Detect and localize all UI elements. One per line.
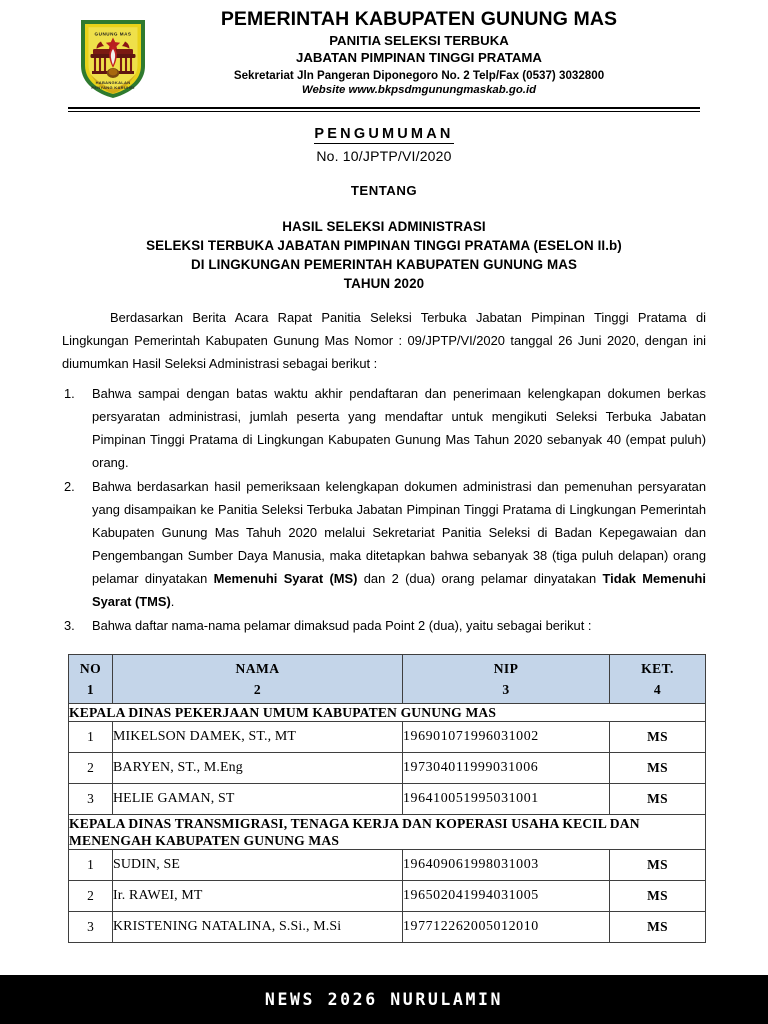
- letterhead-address: Sekretariat Jln Pangeran Diponegoro No. 2 Telp/Fax (0537) 3032800: [233, 68, 605, 82]
- item2-bold-ms: Memenuhi Syarat (MS): [213, 571, 358, 587]
- list-item-2: [62, 476, 706, 614]
- group-title-2: KEPALA DINAS TRANSMIGRASI, TENAGA KERJA DAN KOPERASI USAHA KECIL DAN MENENGAH KABUPATEN GUNUNG MAS: [69, 815, 706, 850]
- cell-ket: MS: [610, 850, 706, 881]
- col-header-no: [69, 654, 113, 703]
- cell-ket: MS: [610, 912, 706, 943]
- footer-banner: [0, 975, 768, 1024]
- cell-nip: 196410051995031001: [403, 784, 610, 815]
- table-row: [69, 912, 706, 943]
- cell-nip: 196901071996031002: [403, 722, 610, 753]
- item2-part1: Bahwa berdasarkan hasil pemeriksaan kelengkapan dokumen administrasi dan pemenuhan persyaratan yang disampaikan ke Panitia Seleksi Terbuka Jabatan Pimpinan Tinggi Pratama di Lingkungan Pemerintah Kabupaten Gunung Mas Tahuh 2020 melalui Sekretariat Panitia Seleksi di Badan Kepegawaian dan Pengembangan Sumber Daya Manusia, maka ditetapkan bahwa sebanyak 38 (tiga puluh delapan) orang pelamar dinyatakan: [92, 479, 706, 587]
- table-header: [69, 654, 706, 703]
- table-row: [69, 881, 706, 912]
- col-header-ket-number: 4: [653, 681, 662, 697]
- table-row: [69, 753, 706, 784]
- col-header-nama-number: 2: [253, 681, 262, 697]
- item2-part2: dan 2 (dua) orang pelamar dinyatakan: [357, 571, 603, 587]
- cell-no: 2: [69, 881, 113, 912]
- col-header-nama-label: NAMA: [235, 660, 280, 676]
- tentang-label: TENTANG: [350, 183, 418, 199]
- col-header-nip: [403, 654, 610, 703]
- cell-no: 3: [69, 784, 113, 815]
- subject-line-1: HASIL SELEKSI ADMINISTRASI: [282, 219, 486, 235]
- letterhead-website: Website www.bkpsdmgunungmaskab.go.id: [301, 84, 537, 97]
- table-group-header-row: [69, 815, 706, 850]
- cell-nama: Ir. RAWEI, MT: [113, 881, 403, 912]
- cell-ket: MS: [610, 722, 706, 753]
- cell-nip: 196409061998031003: [403, 850, 610, 881]
- list-marker-1: 1.: [64, 386, 75, 402]
- cell-ket: MS: [610, 784, 706, 815]
- col-header-nip-number: 3: [502, 681, 510, 697]
- page-title: PENGUMUMAN: [314, 126, 454, 143]
- cell-ket: MS: [610, 753, 706, 784]
- regency-crest-icon: [76, 16, 150, 100]
- list-text-1: Bahwa sampai dengan batas waktu akhir pendaftaran dan penerimaan kelengkapan dokumen berkas persyaratan administrasi, jumlah peserta yang mendaftar untuk mengikuti Seleksi Terbuka Jabatan Pimpinan Tinggi Pratama di Lingkungan Kabupaten Gunung Mas Tahun 2020 sebanyak 40 (empat puluh) orang.: [92, 386, 706, 471]
- list-text-3: Bahwa daftar nama-nama pelamar dimaksud pada Point 2 (dua), yaitu sebagai berikut :: [92, 618, 592, 633]
- applicants-table-wrap: [68, 654, 705, 943]
- cell-nip: 196502041994031005: [403, 881, 610, 912]
- subject-line-2: SELEKSI TERBUKA JABATAN PIMPINAN TINGGI PRATAMA (ESELON II.b): [146, 238, 622, 254]
- cell-no: 3: [69, 912, 113, 943]
- col-header-no-number: 1: [86, 681, 95, 697]
- cell-no: 1: [69, 722, 113, 753]
- cell-nama: KRISTENING NATALINA, S.Si., M.Si: [113, 912, 403, 943]
- col-header-ket: [610, 654, 706, 703]
- table-header-row: [69, 654, 706, 703]
- list-item-1: [62, 383, 706, 475]
- announcement-number: No. 10/JPTP/VI/2020: [316, 148, 452, 165]
- letterhead: [0, 8, 768, 104]
- list-marker-3: 3.: [64, 618, 75, 633]
- body-content: [62, 307, 706, 638]
- group-title-1: KEPALA DINAS PEKERJAAN UMUM KABUPATEN GUNUNG MAS: [69, 703, 706, 721]
- svg-text:GUNUNG MAS: GUNUNG MAS: [94, 31, 132, 37]
- cell-ket: MS: [610, 881, 706, 912]
- letterhead-line-1: PEMERINTAH KABUPATEN GUNUNG MAS: [220, 8, 618, 30]
- opening-paragraph: Berdasarkan Berita Acara Rapat Panitia Seleksi Terbuka Jabatan Pimpinan Tinggi Pratama di Lingkungan Pemerintah Kabupaten Gunung Mas Nomor : 09/JPTP/VI/2020 tanggal 26 Juni 2020, dengan ini diumumkan Hasil Seleksi Administrasi sebagai berikut :: [62, 310, 706, 372]
- cell-nama: SUDIN, SE: [113, 850, 403, 881]
- item2-part3: .: [170, 594, 175, 610]
- list-marker-2: 2.: [64, 479, 75, 495]
- col-header-nip-label: NIP: [493, 660, 519, 676]
- applicants-table: [68, 654, 706, 943]
- svg-text:HABANGKALAN: HABANGKALAN: [95, 80, 131, 85]
- numbered-list: [62, 383, 706, 638]
- table-row: [69, 784, 706, 815]
- title-block: [0, 125, 768, 293]
- letterhead-divider: [68, 107, 700, 112]
- col-header-ket-label: KET.: [641, 660, 674, 676]
- cell-nip: 197712262005012010: [403, 912, 610, 943]
- table-row: [69, 722, 706, 753]
- cell-nama: MIKELSON DAMEK, ST., MT: [113, 722, 403, 753]
- subject-line-4: TAHUN 2020: [343, 276, 425, 292]
- col-header-no-label: NO: [79, 660, 102, 676]
- cell-no: 1: [69, 850, 113, 881]
- list-item-3: [62, 615, 706, 638]
- item2-bold-tms: Tidak Memenuhi Syarat (TMS): [92, 571, 707, 610]
- col-header-nama: [113, 654, 403, 703]
- cell-nama: HELIE GAMAN, ST: [113, 784, 403, 815]
- svg-text:PENYANG KARUHEI: PENYANG KARUHEI: [91, 85, 135, 90]
- subject-line-3: DI LINGKUNGAN PEMERINTAH KABUPATEN GUNUNG MAS: [190, 257, 578, 273]
- letterhead-line-3: JABATAN PIMPINAN TINGGI PRATAMA: [296, 50, 542, 66]
- table-row: [69, 850, 706, 881]
- footer-banner-text: NEWS 2026 NURULAMIN: [264, 990, 504, 1009]
- table-body: [69, 703, 706, 942]
- cell-nip: 197304011999031006: [403, 753, 610, 784]
- letterhead-line-2: PANITIA SELEKSI TERBUKA: [329, 33, 509, 48]
- cell-nama: BARYEN, ST., M.Eng: [113, 753, 403, 784]
- cell-no: 2: [69, 753, 113, 784]
- list-text-2: [92, 476, 706, 614]
- table-group-header-row: [69, 703, 706, 721]
